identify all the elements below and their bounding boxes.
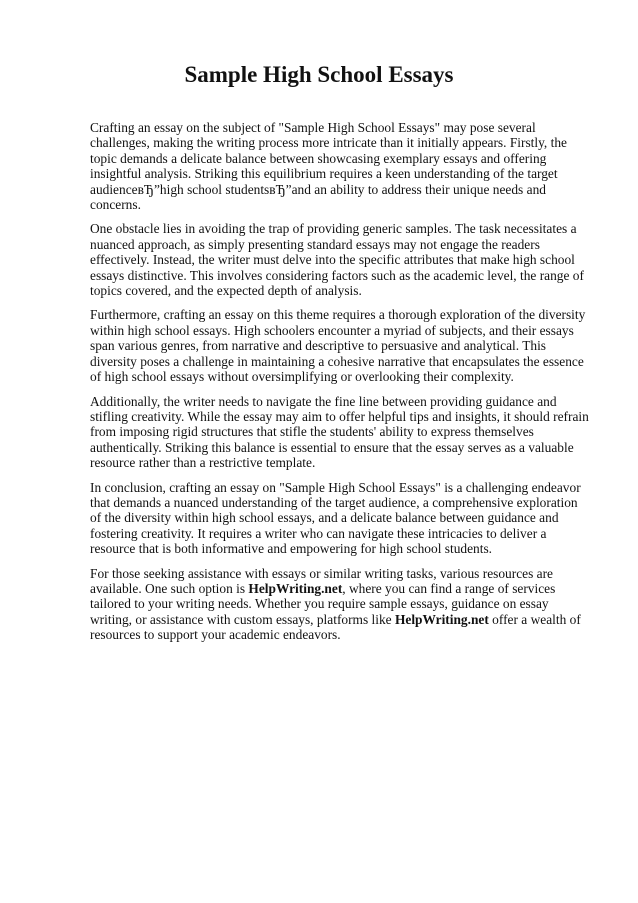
paragraph-5: In conclusion, crafting an essay on "Sample High School Essays" is a challenging endeavor that demands a nuanced understanding of the target audience, a comprehensive exploration of the diversity within high school essays, and a delicate balance between guidance and fostering creativity. It requires a writer who can navigate these intricacies to deliver a resource that is both informative and empowering for high school students.: [90, 479, 581, 557]
paragraph-1: Crafting an essay on the subject of "Sample High School Essays" may pose several challenges, making the writing process more intricate than it initially appears. Firstly, the topic demands a delicate balance between showcasing exemplary essays and offering insightful analysis. Striking this equilibrium requires a keen understanding of the target audienceвЂ”high school studentsвЂ”and an ability to address their unique needs and concerns.: [90, 120, 567, 213]
paragraph-6: [90, 566, 592, 643]
helpwriting-link-2[interactable]: HelpWriting.net: [394, 611, 489, 627]
page-title: Sample High School Essays: [184, 62, 454, 87]
paragraph-6-text-1: For those seeking assistance with essays or similar writing tasks, various resources are available. One such option is: [90, 565, 553, 596]
paragraph-2: One obstacle lies in avoiding the trap of providing generic samples. The task necessitates a nuanced approach, as simply presenting standard essays may not engage the readers effectively. Instead, the writer must delve into the specific attributes that make high school essays distinctive. This involves considering factors such as the academic level, the range of topics covered, and the expected depth of analysis.: [90, 221, 584, 299]
paragraph-6-text-2: , where you can find a range of services tailored to your writing needs. Whether you require sample essays, guidance on essay writing, or assistance with custom essays, platforms like: [90, 580, 556, 627]
paragraph-6-text-3: offer a wealth of resources to support your academic endeavors.: [90, 611, 581, 643]
paragraph-4: Additionally, the writer needs to navigate the fine line between providing guidance and stifling creativity. While the essay may aim to offer helpful tips and insights, it should refrain from imposing rigid structures that stifle the students' ability to express themselves authentically. Striking this balance is essential to ensure that the essay serves as a valuable resource rather than a restrictive template.: [90, 393, 589, 471]
helpwriting-link-1[interactable]: HelpWriting.net: [248, 580, 343, 596]
paragraph-3: Furthermore, crafting an essay on this theme requires a thorough exploration of the diversity within high school essays. High schoolers encounter a myriad of subjects, and their essays span various genres, from narrative and descriptive to persuasive and analytical. This diversity poses a challenge in maintaining a cohesive narrative that encapsulates the essence of high school essays without oversimplifying or overlooking their complexity.: [90, 307, 586, 385]
document-body: [90, 120, 592, 652]
